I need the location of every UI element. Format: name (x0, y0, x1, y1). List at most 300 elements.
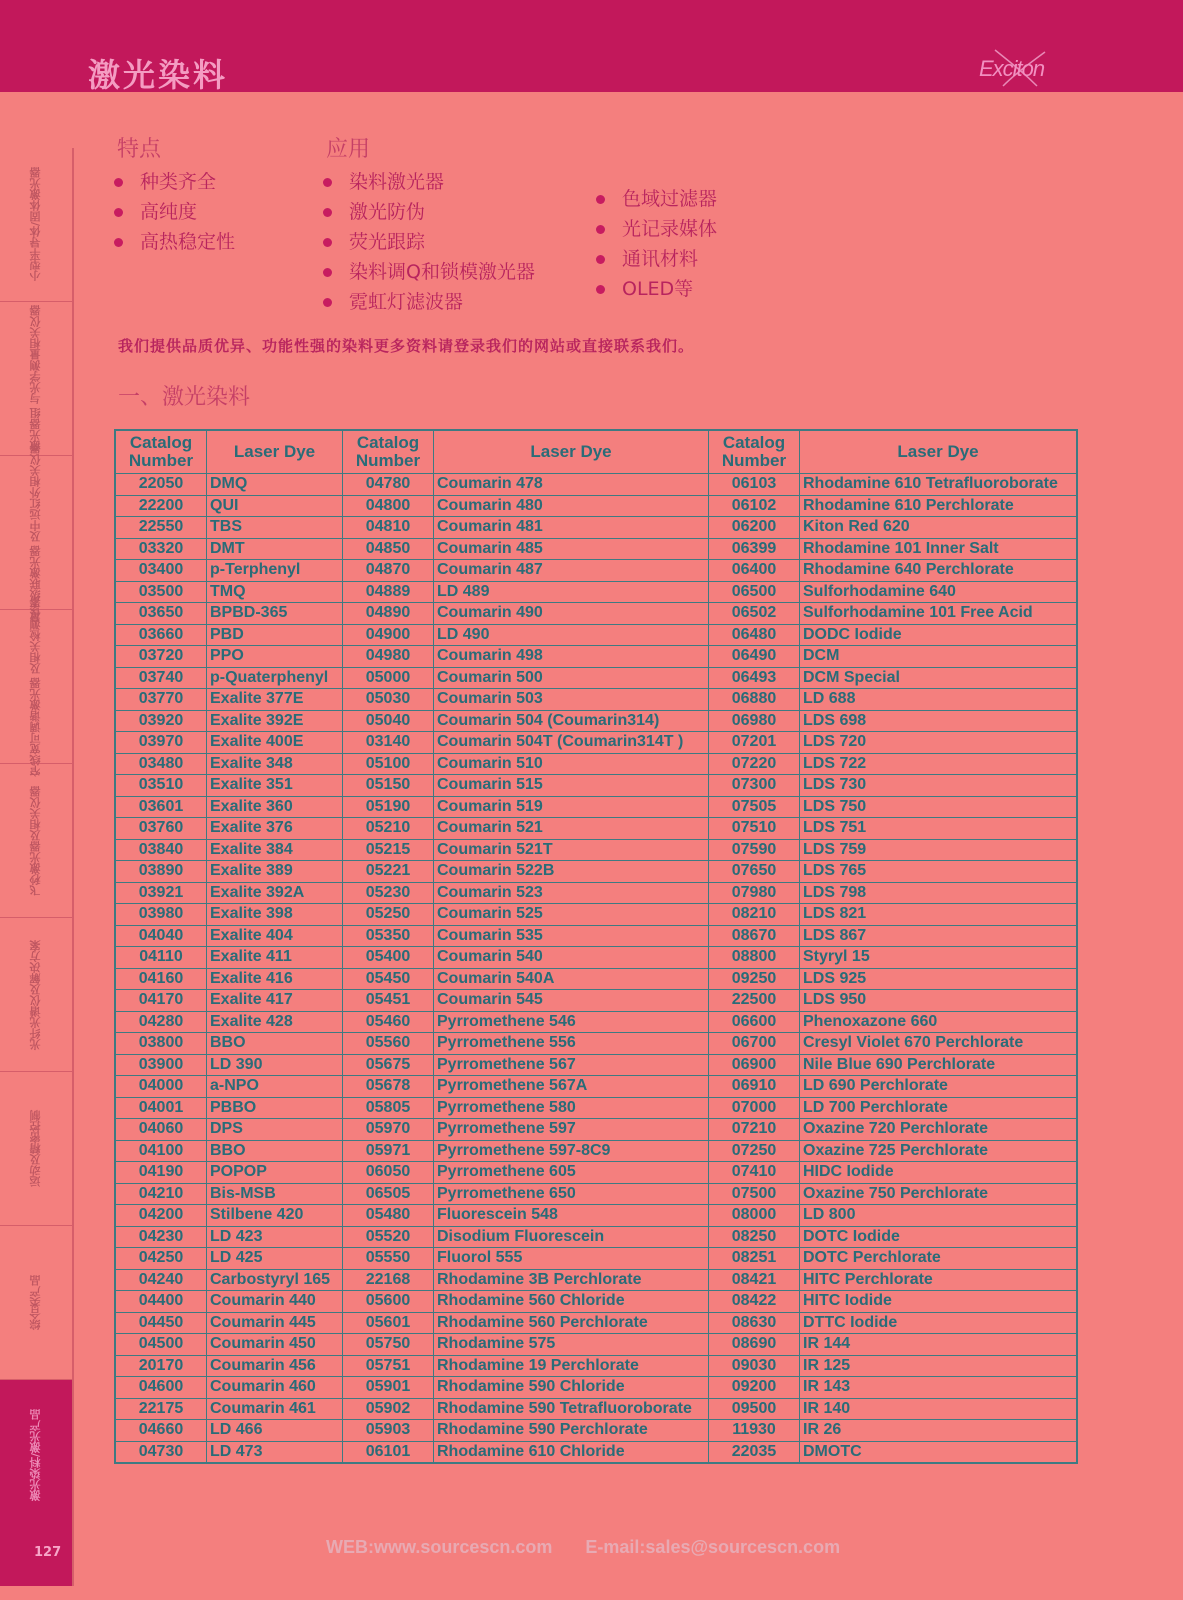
catalog-number-cell: 04450 (115, 1312, 207, 1334)
side-nav-label: 窄线宽可调谐激光器 及相关检测仪器 (29, 596, 42, 777)
catalog-number-cell: 06200 (709, 517, 800, 539)
laser-dye-cell: HITC Iodide (800, 1291, 1078, 1313)
catalog-number-cell: 03890 (115, 861, 207, 883)
catalog-number-cell: 04230 (115, 1226, 207, 1248)
laser-dye-cell: Coumarin 445 (207, 1312, 343, 1334)
table-row (115, 1011, 1077, 1033)
laser-dye-cell: Exalite 360 (207, 796, 343, 818)
table-row (115, 732, 1077, 754)
catalog-number-cell: 03980 (115, 904, 207, 926)
catalog-number-cell: 07590 (709, 839, 800, 861)
catalog-number-cell: 04060 (115, 1119, 207, 1141)
laser-dye-cell: Exalite 416 (207, 968, 343, 990)
table-row (115, 1076, 1077, 1098)
side-nav-item-2[interactable] (0, 302, 72, 456)
side-nav-label: 光纤光谱仪及解决方案 (29, 939, 42, 1050)
laser-dye-cell: Rhodamine 19 Perchlorate (434, 1355, 709, 1377)
page-number-box (0, 1530, 72, 1586)
table-row (115, 947, 1077, 969)
table-row (115, 1140, 1077, 1162)
laser-dye-cell: DOTC Iodide (800, 1226, 1078, 1248)
application-item: 通讯材料 (594, 244, 717, 274)
laser-dye-cell: Rhodamine 575 (434, 1334, 709, 1356)
catalog-number-header (709, 430, 800, 474)
table-row (115, 1226, 1077, 1248)
catalog-number-cell: 06050 (343, 1162, 434, 1184)
side-nav-item-3[interactable] (0, 442, 72, 623)
laser-dye-cell: Coumarin 504 (Coumarin314) (434, 710, 709, 732)
laser-dye-cell: Oxazine 750 Perchlorate (800, 1183, 1078, 1205)
catalog-number-cell: 05675 (343, 1054, 434, 1076)
side-nav-item-8[interactable] (0, 1226, 72, 1380)
side-nav-item-1[interactable] (0, 148, 72, 302)
catalog-number-cell: 05902 (343, 1398, 434, 1420)
exciton-logo (975, 48, 1075, 88)
table-row (115, 538, 1077, 560)
laser-dye-cell: LD 489 (434, 581, 709, 603)
catalog-number-cell: 03900 (115, 1054, 207, 1076)
catalog-number-cell: 03720 (115, 646, 207, 668)
laser-dye-cell: IR 144 (800, 1334, 1078, 1356)
catalog-number-cell: 05903 (343, 1420, 434, 1442)
laser-dye-cell: IR 26 (800, 1420, 1078, 1442)
laser-dye-cell: LDS 759 (800, 839, 1078, 861)
table-row (115, 560, 1077, 582)
laser-dye-cell: Exalite 389 (207, 861, 343, 883)
applications-heading: 应用 (326, 137, 371, 162)
catalog-number-cell: 22550 (115, 517, 207, 539)
page-number: 127 (34, 1545, 62, 1560)
catalog-number-cell: 05601 (343, 1312, 434, 1334)
table-row (115, 1291, 1077, 1313)
catalog-number-cell: 06102 (709, 495, 800, 517)
laser-dye-cell: HIDC Iodide (800, 1162, 1078, 1184)
laser-dye-cell: p-Terphenyl (207, 560, 343, 582)
catalog-number-cell: 04001 (115, 1097, 207, 1119)
laser-dye-cell: LD 466 (207, 1420, 343, 1442)
catalog-number-cell: 08000 (709, 1205, 800, 1227)
laser-dye-cell: LDS 698 (800, 710, 1078, 732)
catalog-number-cell: 08690 (709, 1334, 800, 1356)
catalog-number-cell: 03970 (115, 732, 207, 754)
table-row (115, 474, 1077, 496)
laser-dye-cell: p-Quaterphenyl (207, 667, 343, 689)
table-row (115, 1162, 1077, 1184)
catalog-number-cell: 06493 (709, 667, 800, 689)
laser-dye-cell: BPBD-365 (207, 603, 343, 625)
table-row (115, 1441, 1077, 1463)
catalog-number-cell: 06101 (343, 1441, 434, 1463)
laser-dye-cell: DODC Iodide (800, 624, 1078, 646)
laser-dye-cell: Coumarin 490 (434, 603, 709, 625)
laser-dye-cell: Exalite 392E (207, 710, 343, 732)
header-line: Number (721, 451, 787, 470)
laser-dye-cell: Pyrromethene 650 (434, 1183, 709, 1205)
catalog-number-cell: 04040 (115, 925, 207, 947)
table-row (115, 667, 1077, 689)
laser-dye-cell: Coumarin 510 (434, 753, 709, 775)
table-row (115, 882, 1077, 904)
page-title: 激光染料 (88, 56, 229, 94)
catalog-number-cell: 05560 (343, 1033, 434, 1055)
table-row (115, 1205, 1077, 1227)
laser-dye-cell: LD 688 (800, 689, 1078, 711)
features-list (112, 167, 235, 257)
laser-dye-cell: Rhodamine 3B Perchlorate (434, 1269, 709, 1291)
table-row (115, 861, 1077, 883)
catalog-number-cell: 05805 (343, 1097, 434, 1119)
catalog-number-cell: 11930 (709, 1420, 800, 1442)
laser-dye-cell: DMT (207, 538, 343, 560)
header-line: Catalog (129, 433, 193, 452)
website-link[interactable]: WEB:www.sourcescn.com (326, 1537, 553, 1557)
catalog-number-cell: 05970 (343, 1119, 434, 1141)
laser-dye-cell: DMQ (207, 474, 343, 496)
page-header (0, 0, 1183, 92)
side-nav-item-4[interactable] (0, 596, 72, 777)
side-nav-item-active[interactable] (0, 1380, 72, 1530)
catalog-number-cell: 07510 (709, 818, 800, 840)
catalog-number-cell: 03921 (115, 882, 207, 904)
catalog-number-cell: 09500 (709, 1398, 800, 1420)
catalog-number-cell: 03510 (115, 775, 207, 797)
laser-dye-cell: Pyrromethene 605 (434, 1162, 709, 1184)
laser-dye-cell: LD 425 (207, 1248, 343, 1270)
laser-dye-cell: QUI (207, 495, 343, 517)
laser-dye-cell: Coumarin 440 (207, 1291, 343, 1313)
laser-dye-cell: Coumarin 500 (434, 667, 709, 689)
catalog-number-cell: 05520 (343, 1226, 434, 1248)
laser-dye-cell: Exalite 404 (207, 925, 343, 947)
catalog-number-cell: 05221 (343, 861, 434, 883)
laser-dye-cell: Exalite 400E (207, 732, 343, 754)
catalog-number-cell: 05901 (343, 1377, 434, 1399)
catalog-number-cell: 03480 (115, 753, 207, 775)
catalog-number-cell: 05480 (343, 1205, 434, 1227)
catalog-number-cell: 04400 (115, 1291, 207, 1313)
laser-dye-header: Laser Dye (434, 430, 709, 474)
laser-dye-cell: LD 423 (207, 1226, 343, 1248)
catalog-number-cell: 04900 (343, 624, 434, 646)
laser-dye-cell: Coumarin 456 (207, 1355, 343, 1377)
side-nav-item-5[interactable] (0, 764, 72, 918)
laser-dye-cell: Pyrromethene 597-8C9 (434, 1140, 709, 1162)
laser-dye-cell: Coumarin 503 (434, 689, 709, 711)
catalog-number-cell: 04980 (343, 646, 434, 668)
table-row (115, 1269, 1077, 1291)
catalog-number-cell: 06600 (709, 1011, 800, 1033)
catalog-number-cell: 08630 (709, 1312, 800, 1334)
catalog-number-cell: 05678 (343, 1076, 434, 1098)
laser-dye-cell: Coumarin 521 (434, 818, 709, 840)
catalog-number-cell: 06103 (709, 474, 800, 496)
table-row (115, 517, 1077, 539)
side-nav-label: 运动及精密控制 (29, 1110, 42, 1187)
laser-dye-cell: LDS 765 (800, 861, 1078, 883)
header-line: Catalog (722, 433, 786, 452)
catalog-number-cell: 04890 (343, 603, 434, 625)
application-item: OLED等 (594, 274, 717, 304)
laser-dye-cell: Exalite 428 (207, 1011, 343, 1033)
laser-dye-cell: Bis-MSB (207, 1183, 343, 1205)
laser-dye-cell: LD 390 (207, 1054, 343, 1076)
laser-dye-cell: Pyrromethene 556 (434, 1033, 709, 1055)
laser-dye-cell: Rhodamine 610 Tetrafluoroborate (800, 474, 1078, 496)
laser-dye-cell: Oxazine 725 Perchlorate (800, 1140, 1078, 1162)
laser-dye-cell: Coumarin 521T (434, 839, 709, 861)
side-nav-label: 量子级联激光器 及中远红外相关仪器 (29, 442, 42, 623)
catalog-number-cell: 07250 (709, 1140, 800, 1162)
header-line: Number (128, 451, 194, 470)
feature-item: 高热稳定性 (112, 227, 235, 257)
laser-dye-cell: LDS 867 (800, 925, 1078, 947)
catalog-number-cell: 04170 (115, 990, 207, 1012)
table-row (115, 839, 1077, 861)
catalog-number-cell: 07500 (709, 1183, 800, 1205)
laser-dye-cell: Coumarin 485 (434, 538, 709, 560)
side-nav-item-7[interactable] (0, 1072, 72, 1226)
application-item: 染料激光器 (321, 167, 535, 197)
side-nav-label: 小型半导体/固体激光器 (29, 167, 42, 282)
laser-dye-cell: Coumarin 535 (434, 925, 709, 947)
catalog-number-cell: 03660 (115, 624, 207, 646)
catalog-number-cell: 22050 (115, 474, 207, 496)
table-row (115, 603, 1077, 625)
catalog-number-cell: 04000 (115, 1076, 207, 1098)
table-row (115, 968, 1077, 990)
side-navigation (0, 148, 74, 1586)
laser-dye-cell: PPO (207, 646, 343, 668)
table-row (115, 753, 1077, 775)
side-nav-item-6[interactable] (0, 918, 72, 1072)
laser-dye-cell: Coumarin 460 (207, 1377, 343, 1399)
catalog-number-cell: 04240 (115, 1269, 207, 1291)
catalog-number-cell: 04200 (115, 1205, 207, 1227)
laser-dye-cell: Coumarin 498 (434, 646, 709, 668)
catalog-number-cell: 06400 (709, 560, 800, 582)
catalog-number-cell: 04160 (115, 968, 207, 990)
laser-dye-cell: LD 473 (207, 1441, 343, 1463)
catalog-number-cell: 08422 (709, 1291, 800, 1313)
catalog-number-cell: 05215 (343, 839, 434, 861)
feature-item: 种类齐全 (112, 167, 235, 197)
laser-dye-cell: Rhodamine 590 Tetrafluoroborate (434, 1398, 709, 1420)
catalog-number-cell: 07210 (709, 1119, 800, 1141)
catalog-number-cell: 05400 (343, 947, 434, 969)
laser-dye-cell: Cresyl Violet 670 Perchlorate (800, 1033, 1078, 1055)
catalog-number-cell: 08250 (709, 1226, 800, 1248)
table-row (115, 624, 1077, 646)
laser-dye-cell: Nile Blue 690 Perchlorate (800, 1054, 1078, 1076)
catalog-number-cell: 03740 (115, 667, 207, 689)
laser-dye-cell: Pyrromethene 597 (434, 1119, 709, 1141)
catalog-number-cell: 07300 (709, 775, 800, 797)
email-link[interactable]: E-mail:sales@sourcescn.com (585, 1537, 841, 1557)
side-nav-label: 激光器组 与光学测量相关仪器 (29, 305, 42, 452)
laser-dye-cell: LDS 821 (800, 904, 1078, 926)
catalog-number-cell: 22035 (709, 1441, 800, 1463)
catalog-number-cell: 09200 (709, 1377, 800, 1399)
catalog-number-cell: 20170 (115, 1355, 207, 1377)
side-nav-label: 综合类产品 (29, 1275, 42, 1330)
table-row (115, 495, 1077, 517)
side-nav-active-label: 激光染料/激光产品 (29, 1408, 42, 1502)
catalog-number-cell: 08800 (709, 947, 800, 969)
catalog-number-cell: 04850 (343, 538, 434, 560)
catalog-number-header (343, 430, 434, 474)
laser-dye-cell: DOTC Perchlorate (800, 1248, 1078, 1270)
catalog-number-cell: 06480 (709, 624, 800, 646)
catalog-number-cell: 05971 (343, 1140, 434, 1162)
laser-dye-cell: Coumarin 540A (434, 968, 709, 990)
catalog-number-cell: 09030 (709, 1355, 800, 1377)
catalog-number-cell: 05460 (343, 1011, 434, 1033)
table-row (115, 1377, 1077, 1399)
table-row (115, 925, 1077, 947)
catalog-number-cell: 08670 (709, 925, 800, 947)
catalog-number-cell: 07505 (709, 796, 800, 818)
header-line: Catalog (356, 433, 420, 452)
catalog-number-cell: 06399 (709, 538, 800, 560)
application-item: 激光防伪 (321, 197, 535, 227)
catalog-number-cell: 04600 (115, 1377, 207, 1399)
laser-dye-cell: Styryl 15 (800, 947, 1078, 969)
catalog-number-cell: 04810 (343, 517, 434, 539)
catalog-number-cell: 05230 (343, 882, 434, 904)
catalog-number-cell: 06700 (709, 1033, 800, 1055)
laser-dye-cell: Coumarin 480 (434, 495, 709, 517)
laser-dye-cell: LDS 751 (800, 818, 1078, 840)
catalog-number-cell: 08421 (709, 1269, 800, 1291)
features-heading: 特点 (117, 137, 162, 162)
laser-dye-cell: Coumarin 523 (434, 882, 709, 904)
catalog-number-cell: 03920 (115, 710, 207, 732)
catalog-number-cell: 22168 (343, 1269, 434, 1291)
laser-dye-cell: Disodium Fluorescein (434, 1226, 709, 1248)
laser-dye-cell: LDS 950 (800, 990, 1078, 1012)
laser-dye-cell: TBS (207, 517, 343, 539)
laser-dye-cell: Coumarin 545 (434, 990, 709, 1012)
application-item: 光记录媒体 (594, 214, 717, 244)
table-row (115, 990, 1077, 1012)
laser-dye-cell: Exalite 376 (207, 818, 343, 840)
laser-dye-cell: Rhodamine 610 Chloride (434, 1441, 709, 1463)
laser-dye-cell: a-NPO (207, 1076, 343, 1098)
laser-dye-cell: Coumarin 540 (434, 947, 709, 969)
laser-dye-cell: LDS 798 (800, 882, 1078, 904)
table-row (115, 1119, 1077, 1141)
feature-item: 高纯度 (112, 197, 235, 227)
laser-dye-cell: Pyrromethene 546 (434, 1011, 709, 1033)
catalog-number-cell: 03601 (115, 796, 207, 818)
laser-dye-cell: Exalite 384 (207, 839, 343, 861)
catalog-number-cell: 05150 (343, 775, 434, 797)
catalog-number-cell: 09250 (709, 968, 800, 990)
catalog-number-cell: 08251 (709, 1248, 800, 1270)
catalog-number-cell: 05451 (343, 990, 434, 1012)
side-nav-label: 飞秒激光器及相关仪器 (29, 785, 42, 896)
laser-dye-cell: Sulforhodamine 640 (800, 581, 1078, 603)
laser-dye-cell: IR 140 (800, 1398, 1078, 1420)
table-row (115, 689, 1077, 711)
catalog-number-cell: 07000 (709, 1097, 800, 1119)
laser-dye-cell: Exalite 377E (207, 689, 343, 711)
laser-dye-header: Laser Dye (800, 430, 1078, 474)
table-row (115, 796, 1077, 818)
catalog-number-cell: 04100 (115, 1140, 207, 1162)
laser-dye-cell: Fluorescein 548 (434, 1205, 709, 1227)
table-row (115, 581, 1077, 603)
table-row (115, 1420, 1077, 1442)
laser-dye-cell: Exalite 351 (207, 775, 343, 797)
table-body (115, 474, 1077, 1464)
laser-dye-cell: LDS 730 (800, 775, 1078, 797)
catalog-number-cell: 05190 (343, 796, 434, 818)
laser-dye-cell: Carbostyryl 165 (207, 1269, 343, 1291)
laser-dye-cell: Coumarin 522B (434, 861, 709, 883)
laser-dye-cell: Oxazine 720 Perchlorate (800, 1119, 1078, 1141)
catalog-number-cell: 04800 (343, 495, 434, 517)
applications-list-2 (594, 184, 717, 304)
laser-dye-cell: BBO (207, 1033, 343, 1055)
table-row (115, 646, 1077, 668)
laser-dye-cell: LD 690 Perchlorate (800, 1076, 1078, 1098)
catalog-number-cell: 22175 (115, 1398, 207, 1420)
laser-dye-cell: Exalite 392A (207, 882, 343, 904)
catalog-number-cell: 06910 (709, 1076, 800, 1098)
table-row (115, 1355, 1077, 1377)
table-row (115, 1097, 1077, 1119)
laser-dye-cell: LD 700 Perchlorate (800, 1097, 1078, 1119)
laser-dye-cell: Rhodamine 560 Chloride (434, 1291, 709, 1313)
laser-dye-cell: HITC Perchlorate (800, 1269, 1078, 1291)
laser-dye-cell: Coumarin 525 (434, 904, 709, 926)
catalog-number-cell: 04500 (115, 1334, 207, 1356)
laser-dye-cell: LD 490 (434, 624, 709, 646)
laser-dye-cell: LDS 925 (800, 968, 1078, 990)
laser-dye-cell: BBO (207, 1140, 343, 1162)
table-row (115, 904, 1077, 926)
table-row (115, 1183, 1077, 1205)
laser-dye-cell: Rhodamine 590 Perchlorate (434, 1420, 709, 1442)
laser-dye-header: Laser Dye (207, 430, 343, 474)
table-row (115, 1054, 1077, 1076)
catalog-number-cell: 22500 (709, 990, 800, 1012)
table-row (115, 1398, 1077, 1420)
catalog-number-cell: 07980 (709, 882, 800, 904)
laser-dye-cell: Exalite 417 (207, 990, 343, 1012)
laser-dye-cell: Pyrromethene 567 (434, 1054, 709, 1076)
laser-dye-cell: Pyrromethene 567A (434, 1076, 709, 1098)
catalog-number-header (115, 430, 207, 474)
laser-dye-cell: DMOTC (800, 1441, 1078, 1463)
catalog-number-cell: 06490 (709, 646, 800, 668)
laser-dye-cell: Coumarin 487 (434, 560, 709, 582)
laser-dye-cell: LDS 720 (800, 732, 1078, 754)
laser-dye-cell: LDS 750 (800, 796, 1078, 818)
laser-dye-table (114, 429, 1078, 1464)
catalog-number-cell: 03760 (115, 818, 207, 840)
catalog-number-cell: 06900 (709, 1054, 800, 1076)
table-row (115, 818, 1077, 840)
application-item: 霓虹灯滤波器 (321, 287, 535, 317)
applications-list-1 (321, 167, 535, 317)
laser-dye-cell: DPS (207, 1119, 343, 1141)
table-header-row (115, 430, 1077, 474)
catalog-number-cell: 06980 (709, 710, 800, 732)
catalog-number-cell: 08210 (709, 904, 800, 926)
catalog-number-cell: 05550 (343, 1248, 434, 1270)
